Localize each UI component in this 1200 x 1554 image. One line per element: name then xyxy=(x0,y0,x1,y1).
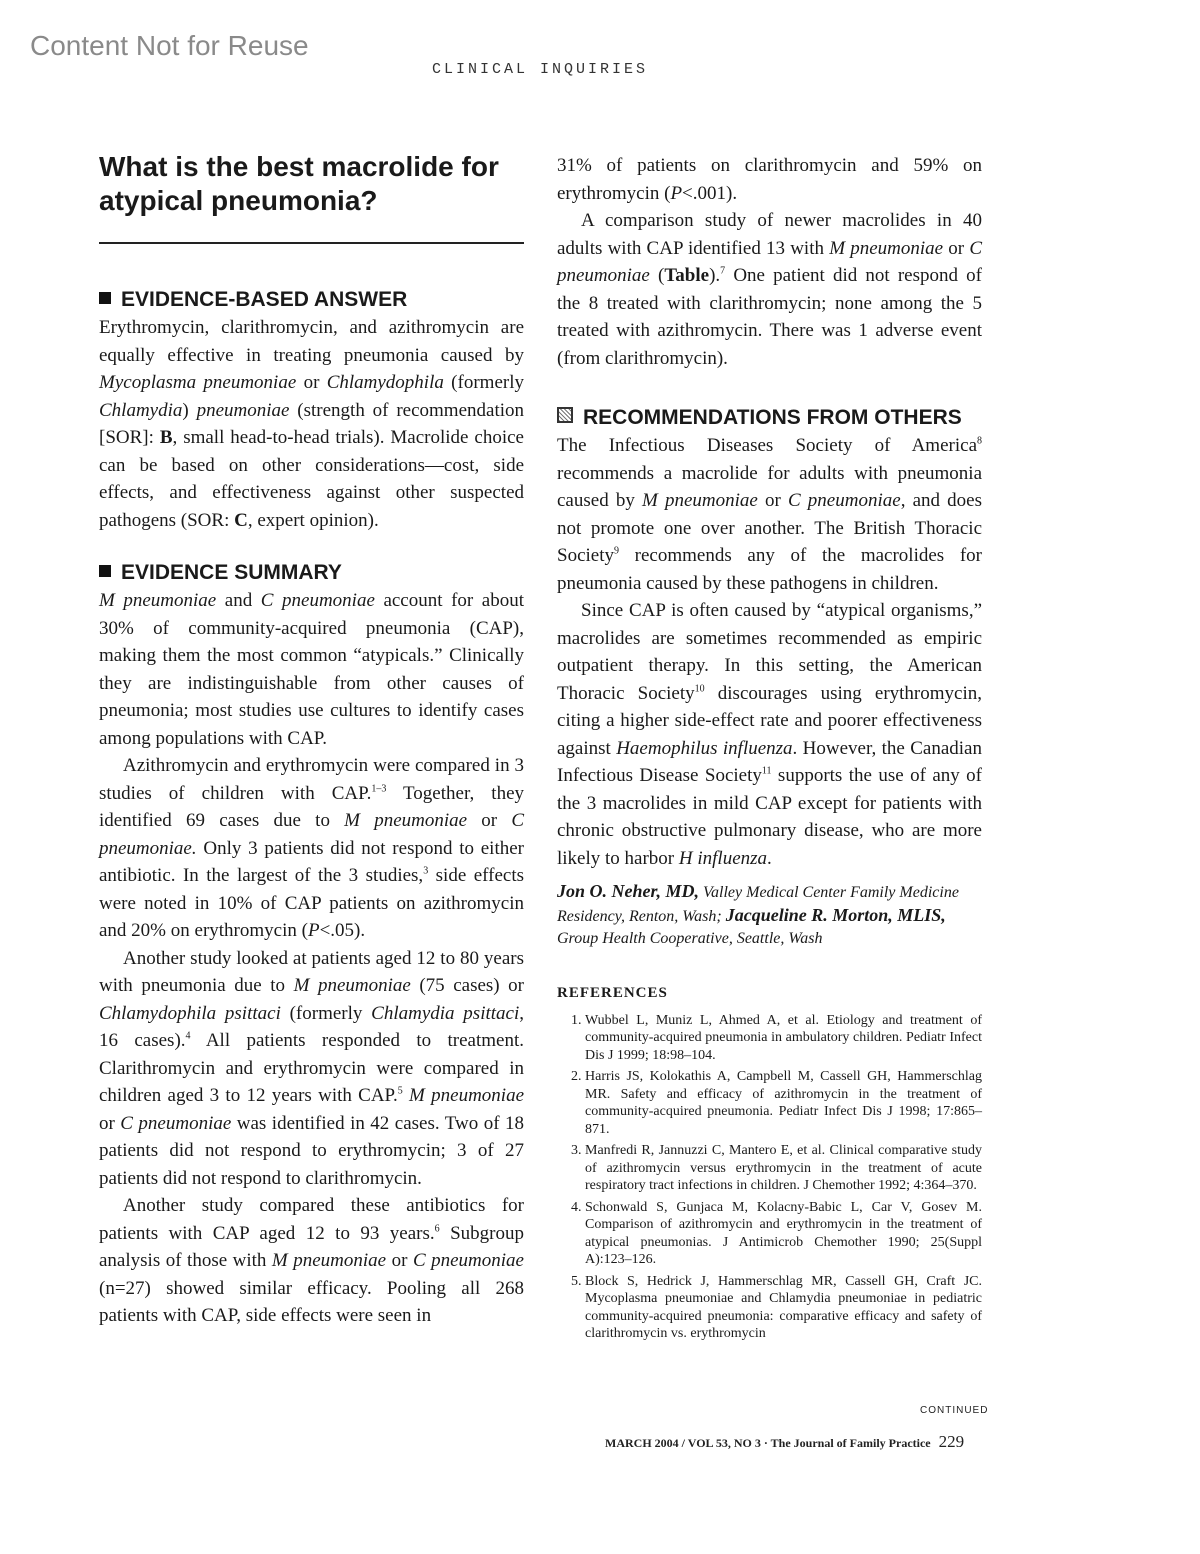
references-heading: REFERENCES xyxy=(557,985,668,1001)
continued-label: CONTINUED xyxy=(920,1405,989,1416)
running-head: CLINICAL INQUIRIES xyxy=(431,61,649,78)
summary-paragraph: 31% of patients on clarithromycin and 59% on erythromycin (P<.001). xyxy=(557,155,982,204)
answer-heading: EVIDENCE-BASED ANSWER xyxy=(99,286,524,314)
answer-paragraph: Erythromycin, clarithromycin, and azithromycin are equally effective in treating pneumonia caused by Mycoplasma pneumoniae or Chlamydophila (formerly Chlamydia) pneumoniae (strength of recommendation [SOR]: B, small head-to-head trials). Macrolide choice can be based on other considerations—cost, side effects, and effectiveness against other suspected pathogens (SOR: C, expert opinion). xyxy=(99,317,524,531)
page-number: 229 xyxy=(938,1432,965,1451)
summary-heading: EVIDENCE SUMMARY xyxy=(99,559,524,587)
reference-item: 1. Wubbel L, Muniz L, Ahmed A, et al. Etiology and treatment of community-acquired pneumonia in ambulatory children. Pediatr Infect Dis J 1999; 18:98–104. xyxy=(585,1012,982,1065)
others-heading: RECOMMENDATIONS FROM OTHERS xyxy=(557,404,982,432)
title-rule xyxy=(99,242,524,244)
square-bullet-icon xyxy=(99,565,111,577)
summary-paragraph: Another study compared these antibiotics for patients with CAP aged 12 to 93 years.$^6$ Subgroup analysis of those with M pneumoniae or C pneumoniae (n=27) showed similar efficacy. Pooling all 268 patients with CAP, side effects were seen in xyxy=(99,1195,524,1326)
summary-paragraph: Another study looked at patients aged 12 to 80 years with pneumonia due to M pneumoniae (75 cases) or Chlamydophila psittaci (formerly Chlamydia psittaci, 16 cases).$^4$ All patients responded to treatment. Clarithromycin and erythromycin were compared in children aged 3 to 12 years with CAP.$^5$ M pneumoniae or C pneumoniae was identified in 42 cases. Two of 18 patients did not respond to erythromycin; 3 of 27 patients did not respond to clarithromycin. xyxy=(99,947,525,1189)
others-paragraph: Since CAP is often caused by “atypical organisms,” macrolides are sometimes recommended as empiric outpatient therapy. In this setting, the American Thoracic Society$^{10}$ discourages using erythromycin, citing a higher side-effect rate and poorer effectiveness against Haemophilus influenza. However, the Canadian Infectious Disease Society$^{11}$ supports the use of any of the 3 macrolides in mild CAP except for patients with chronic obstructive pulmonary disease, who are more likely to harbor H influenza. xyxy=(557,600,982,869)
box-bullet-icon xyxy=(557,407,573,423)
left-column xyxy=(99,150,524,1330)
page-footer xyxy=(605,1432,964,1452)
square-bullet-icon xyxy=(99,292,111,304)
journal-info: MARCH 2004 / VOL 53, NO 3 · The Journal of Family Practice xyxy=(605,1436,931,1450)
summary-paragraph: M pneumoniae and C pneumoniae account for about 30% of community-acquired pneumonia (CAP), making them the most common “atypicals.” Clinically they are indistinguishable from other causes of pneumonia; most studies use cultures to identify cases among populations with CAP. xyxy=(99,590,524,749)
summary-paragraph: A comparison study of newer macrolides in 40 adults with CAP identified 13 with M pneumoniae or C pneumoniae (Table).$^7$ One patient did not respond of the 8 treated with clarithromycin; none among the 5 treated with azithromycin. There was 1 adverse event (from clarithromycin). xyxy=(557,210,982,369)
reference-item: 2. Harris JS, Kolokathis A, Campbell M, Cassell GH, Hammerschlag MR. Safety and efficacy of azithromycin in the treatment of community-acquired pneumonia. Pediatr Infect Dis J 1998; 17:865–871. xyxy=(585,1068,982,1138)
right-column xyxy=(557,152,982,1347)
summary-paragraph: Azithromycin and erythromycin were compared in 3 studies of children with CAP.$^{1-3}$ Together, they identified 69 cases due to M pneumoniae or C pneumoniae. Only 3 patients did not respond to either antibiotic. In the largest of the 3 studies,$^3$ side effects were noted in 10% of CAP patients on azithromycin and 20% on erythromycin (P<.05). xyxy=(99,755,525,941)
others-paragraph: The Infectious Diseases Society of America$^8$ recommends a macrolide for adults with pneumonia caused by M pneumoniae or C pneumoniae, and does not promote one over another. The British Thoracic Society$^9$ recommends any of the macrolides for pneumonia caused by these pathogens in children. xyxy=(557,435,982,594)
reference-item: 4. Schonwald S, Gunjaca M, Kolacny-Babic L, Car V, Gosev M. Comparison of azithromycin and erythromycin in the treatment of atypical pneumonias. J Antimicrob Chemother 1990; 25(Suppl A):123–126. xyxy=(585,1199,982,1269)
reference-item: 3. Manfredi R, Jannuzzi C, Mantero E, et al. Clinical comparative study of azithromycin versus erythromycin in the treatment of acute respiratory tract infections in children. J Chemother 1992; 4:364–370. xyxy=(585,1142,982,1195)
references-list xyxy=(557,1012,982,1343)
byline: Jon O. Neher, MD, Valley Medical Center Family Medicine Residency, Renton, Wash; Jacqueline R. Morton, MLIS, Group Health Cooperative, Seattle, Wash xyxy=(557,881,959,947)
article-title: What is the best macrolide for atypical pneumonia? xyxy=(99,151,499,216)
watermark: Content Not for Reuse xyxy=(30,30,309,61)
reference-item: 5. Block S, Hedrick J, Hammerschlag MR, Cassell GH, Craft JC. Mycoplasma pneumoniae and Chlamydia pneumoniae in pediatric community-acquired pneumonia: comparative efficacy and safety of clarithromycin vs. erythromycin xyxy=(585,1273,982,1343)
